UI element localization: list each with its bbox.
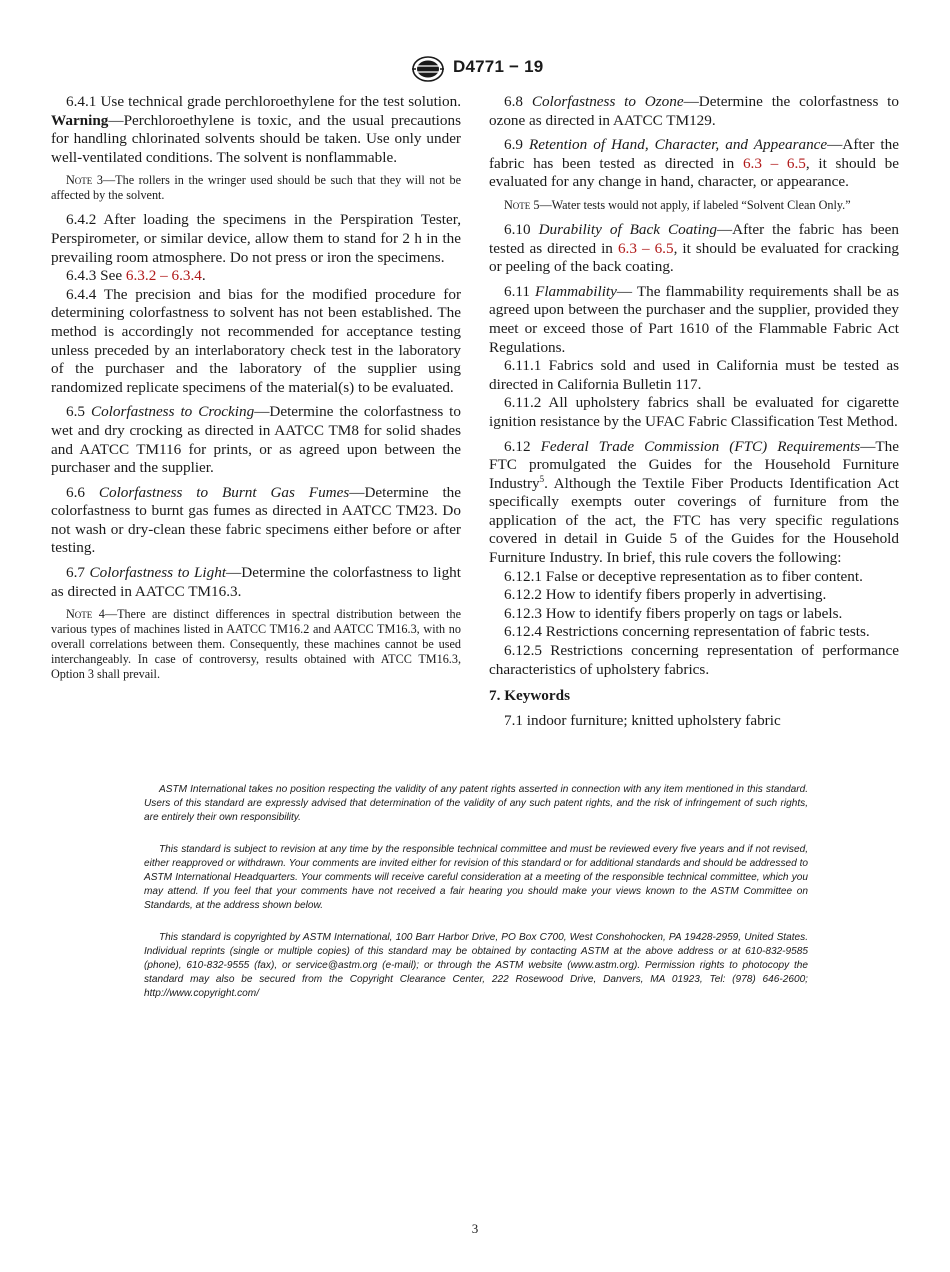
note-3: Note 3—The rollers in the wringer used should be such that they will not be affected by the solvent.: [51, 173, 461, 203]
paragraph-6-5: 6.5 Colorfastness to Crocking—Determine the colorfastness to wet and dry crocking as directed in AATCC TM8 for solid shades and AATCC TM116 for prints, or as agreed upon between the purchaser and the supplier.: [51, 403, 461, 477]
paragraph-6-10: 6.10 Durability of Back Coating—After the fabric has been tested as directed in 6.3 – 6.5, it should be evaluated for cracking or peeling of the back coating.: [489, 220, 900, 276]
standard-designation: D4771 − 19: [453, 57, 544, 76]
list-item-6-12-1: 6.12.1 False or deceptive representation as to fiber content.: [504, 567, 863, 585]
paragraph-6-11-1: 6.11.1 Fabrics sold and used in California must be tested as directed in California Bulletin 117.: [489, 357, 899, 393]
page-number: 3: [471, 1221, 479, 1236]
paragraph-7-1: 7.1 indoor furniture; knitted upholstery fabric: [504, 711, 781, 729]
paragraph-6-7: 6.7 Colorfastness to Light—Determine the colorfastness to light as directed in AATCC TM16.3.: [51, 564, 461, 600]
list-item-6-12-2: 6.12.2 How to identify fibers properly in advertising.: [504, 586, 827, 604]
cross-reference-link[interactable]: 6.3.2 – 6.3.4: [125, 267, 202, 285]
note-4: Note 4—There are distinct differences in spectral distribution between the various types of machines listed in AATCC TM16.2 and AATCC TM16.3, with no overall correlations between them. Consequently, these machines cannot be used interchangeably. In case of controversy, results obtained with ATCC TM16.3, Option 3 shall prevail.: [51, 607, 462, 682]
section-7-heading: 7. Keywords: [489, 687, 570, 705]
paragraph-6-8: 6.8 Colorfastness to Ozone—Determine the colorfastness to ozone as directed in AATCC TM129.: [489, 93, 899, 129]
paragraph-6-4-2: 6.4.2 After loading the specimens in the Perspiration Tester, Perspirometer, or similar device, allow them to stand for 2 h in the prevailing room atmosphere. Do not press or iron the specimens.: [51, 211, 461, 266]
page-header: [0, 56, 950, 84]
paragraph-6-6: 6.6 Colorfastness to Burnt Gas Fumes—Determine the colorfastness to burnt gas fumes as directed in AATCC TM23. Do not wash or dry-clean these fabric specimens either before or after testing.: [51, 483, 461, 557]
list-item-6-12-5: 6.12.5 Restrictions concerning representation of performance characteristics of upholstery fabrics.: [489, 642, 899, 678]
warning-label: Warning: [51, 111, 109, 129]
paragraph-6-4-3: 6.4.3 See 6.3.2 – 6.3.4.: [66, 267, 206, 285]
paragraph-6-12: 6.12 Federal Trade Commission (FTC) Requirements—The FTC promulgated the Guides for the Household Furniture Industry$^5$. Although the Textile Fiber Products Identification Act specifically exempts outer coverings of furniture from the application of the act, the FTC has very specific regulations covered in detail in Guide 5 of the Guides for the Household Furniture Industry. In brief, this rule covers the following:: [489, 437, 900, 567]
paragraph-6-4-4: 6.4.4 The precision and bias for the modified procedure for determining colorfastness to solvent has not been established. The method is accordingly not recommended for acceptance testing unless preceded by an interlaboratory check test in the laboratory of the purchaser and the laboratory of the supplier using randomized replicate specimens of the material(s) to be evaluated.: [51, 285, 461, 396]
list-item-6-12-3: 6.12.3 How to identify fibers properly on tags or labels.: [504, 604, 843, 622]
paragraph-6-11: 6.11 Flammability— The flammability requirements shall be as agreed upon between the purchaser and the supplier, provided they meet or exceed those of Part 1610 of the Flammable Fabric Act Regulations.: [489, 282, 899, 356]
revision-notice: This standard is subject to revision at any time by the responsible technical committee and must be reviewed every five years and if not revised, either reapproved or withdrawn. Your comments are invited either for revision of this standard or for additional standards and should be addressed to ASTM International Headquarters. Your comments will receive careful consideration at a meeting of the responsible technical committee, which you may attend. If you feel that your comments have not received a fair hearing you should make your views known to the ASTM Committee on Standards, at the address shown below.: [144, 844, 808, 912]
copyright-notice: This standard is copyrighted by ASTM International, 100 Barr Harbor Drive, PO Box C700, West Conshohocken, PA 19428-2959, United States. Individual reprints (single or multiple copies) of this standard may be obtained by contacting ASTM at the above address or at 610-832-9585 (phone), 610-832-9555 (fax), or service@astm.org (e-mail); or through the ASTM website (www.astm.org). Permission rights to photocopy the standard may also be secured from the Copyright Clearance Center, 222 Rosewood Drive, Danvers, MA 01923, Tel: (978) 646-2600; http://www.copyright.com/: [144, 932, 808, 1000]
cross-reference-link[interactable]: 6.3 – 6.5: [742, 154, 806, 172]
list-item-6-12-4: 6.12.4 Restrictions concerning representation of fabric tests.: [504, 623, 870, 641]
left-column: [51, 93, 461, 690]
paragraph-6-11-2: 6.11.2 All upholstery fabrics shall be evaluated for cigarette ignition resistance by the UFAC Fabric Classification Test Method.: [489, 394, 899, 430]
right-column: [489, 93, 899, 736]
paragraph-6-4-1: 6.4.1 Use technical grade perchloroethylene for the test solution. Warning—Perchloroethylene is toxic, and the usual precautions for handling chlorinated solvents should be taken. Use only under well-ventilated conditions. The solvent is nonflammable.: [51, 93, 461, 166]
cross-reference-link[interactable]: 6.3 – 6.5: [617, 239, 674, 257]
astm-logo-icon: [410, 56, 446, 82]
patent-notice: ASTM International takes no position respecting the validity of any patent rights asserted in connection with any item mentioned in this standard. Users of this standard are expressly advised that determination of the validity of any such patent rights, and the risk of infringement of such rights, are entirely their own responsibility.: [144, 784, 808, 824]
footnote-marker: 5: [539, 473, 545, 484]
note-5: Note 5—Water tests would not apply, if labeled “Solvent Clean Only.”: [504, 197, 851, 212]
paragraph-6-9: 6.9 Retention of Hand, Character, and Appearance—After the fabric has been tested as directed in 6.3 – 6.5, it should be evaluated for any change in hand, character, or appearance.: [489, 136, 900, 191]
